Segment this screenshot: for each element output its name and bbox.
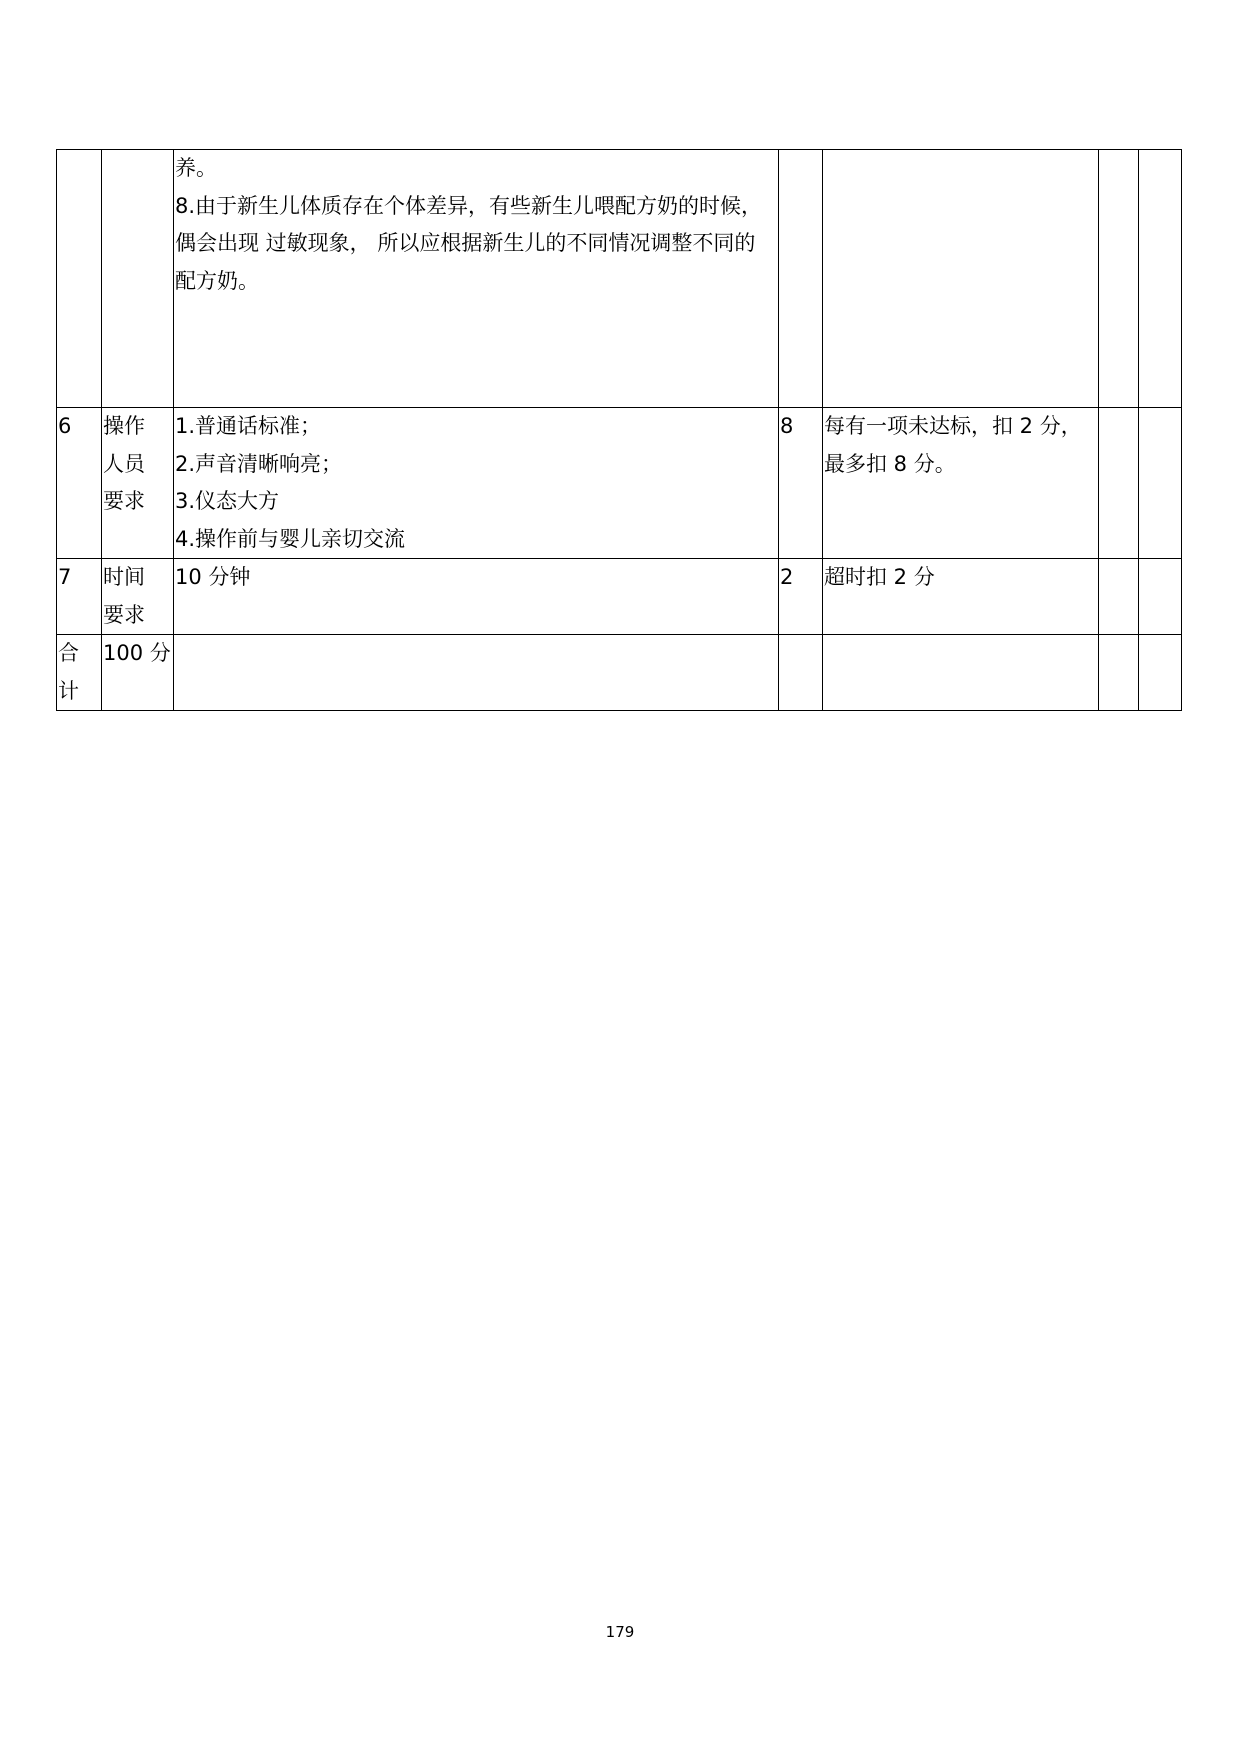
cell-extra-2 [1139,559,1182,635]
total-label-line: 计 [58,678,79,703]
cell-criteria [823,559,1099,635]
cell-no [57,635,102,711]
total-score: 100 分 [103,641,171,665]
table-row-7 [57,559,1182,635]
table-row-continuation [57,150,1182,408]
cell-score: 2 [779,559,823,635]
grading-table [56,149,1182,711]
total-label-line: 合 [58,641,79,665]
cell-extra-1 [1099,150,1139,408]
table-row-total [57,635,1182,711]
content-line: 4.操作前与婴儿亲切交流 [175,526,406,551]
cell-criteria [823,635,1099,711]
cell-criteria [823,408,1099,559]
cell-content [174,150,779,408]
cell-score [779,635,823,711]
cell-content [174,408,779,559]
content-line: 养。 [175,156,217,180]
page-number: 179 [605,1623,635,1641]
content-line: 3.仪态大方 [175,489,280,513]
cell-no: 6 [57,408,102,559]
cell-extra-2 [1139,635,1182,711]
item-line: 操作 [103,414,145,438]
criteria-line: 每有一项未达标，扣 2 分， [824,414,1082,438]
cell-content [174,559,779,635]
cell-extra-2 [1139,150,1182,408]
criteria-line: 最多扣 8 分。 [824,451,956,476]
content-line: 10 分钟 [175,565,251,589]
cell-item [102,559,174,635]
content-line: 配方奶。 [175,268,259,293]
cell-item [102,408,174,559]
cell-extra-1 [1099,635,1139,711]
content-line: 2.声音清晰响亮； [175,451,343,476]
item-line: 要求 [103,489,145,513]
cell-no: 7 [57,559,102,635]
content-line: 8.由于新生儿体质存在个体差异，有些新生儿喂配方奶的时候， [175,193,763,218]
content-line: 偶会出现 过敏现象， 所以应根据新生儿的不同情况调整不同的 [175,231,756,255]
cell-extra-1 [1099,559,1139,635]
item-line: 时间 [103,565,145,589]
cell-extra-2 [1139,408,1182,559]
content-line: 1.普通话标准； [175,414,322,438]
table-row-6 [57,408,1182,559]
cell-content [174,635,779,711]
cell-extra-1 [1099,408,1139,559]
criteria-line: 超时扣 2 分 [824,565,935,589]
cell-no [57,150,102,408]
cell-score [779,150,823,408]
cell-score: 8 [779,408,823,559]
cell-item [102,150,174,408]
cell-criteria [823,150,1099,408]
item-line: 人员 [103,451,145,476]
item-line: 要求 [103,602,145,627]
cell-item [102,635,174,711]
